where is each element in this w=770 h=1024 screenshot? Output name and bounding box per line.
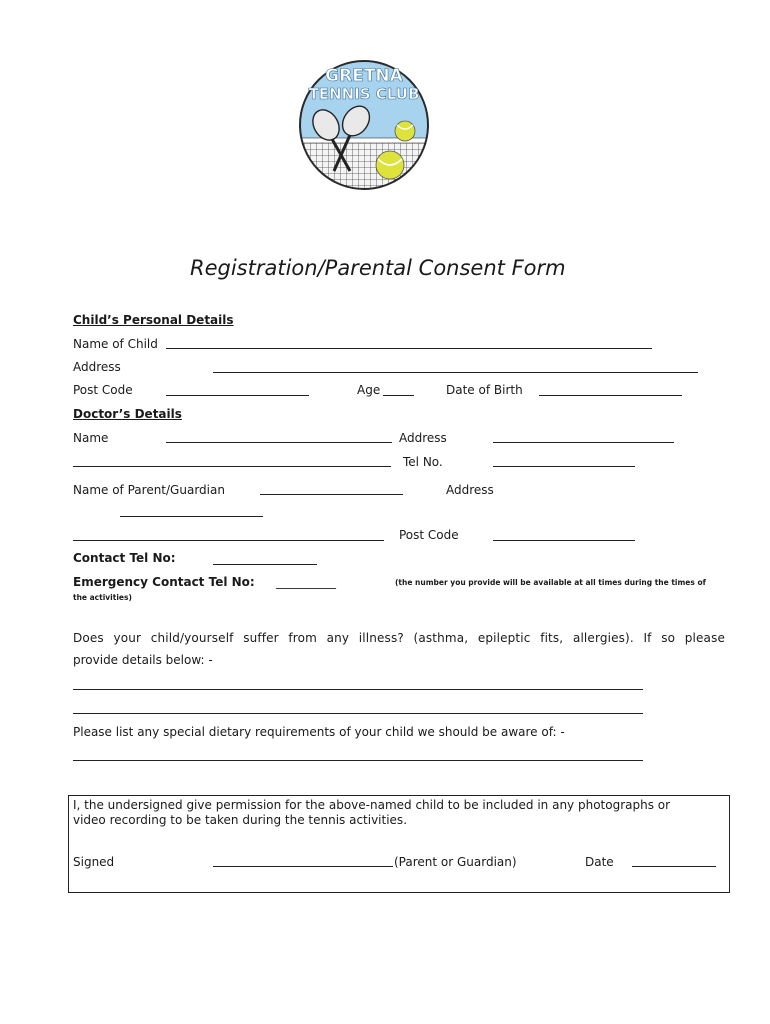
consent-date-label: Date: [585, 855, 614, 869]
illness-details-line1[interactable]: [73, 689, 643, 690]
parent-address-line2-field[interactable]: [73, 540, 384, 541]
consent-text-line1: I, the undersigned give permission for the above-named child to be included in any photographs or: [73, 798, 671, 812]
parent-postcode-field[interactable]: [493, 540, 635, 541]
contact-tel-label: Contact Tel No:: [73, 551, 176, 565]
child-name-field[interactable]: [166, 348, 652, 349]
parent-postcode-label: Post Code: [399, 528, 459, 542]
logo-line1: GRETNA: [325, 66, 403, 86]
child-address-field[interactable]: [213, 372, 698, 373]
form-title: Registration/Parental Consent Form: [190, 256, 566, 280]
emergency-tel-field[interactable]: __________: [276, 575, 336, 589]
dietary-question: Please list any special dietary requirements of your child we should be aware of: -: [73, 725, 565, 739]
doctor-address-field[interactable]: [493, 442, 674, 443]
child-postcode-field[interactable]: [166, 395, 309, 396]
parent-address-line1-field[interactable]: [120, 516, 263, 517]
illness-question-line2: provide details below: -: [73, 653, 213, 667]
parent-name-field[interactable]: [260, 494, 403, 495]
doctor-name-label: Name: [73, 431, 109, 445]
consent-date-field[interactable]: [632, 866, 716, 867]
child-dob-field[interactable]: [539, 395, 682, 396]
signed-label: Signed: [73, 855, 115, 869]
child-address-label: Address: [73, 360, 121, 374]
illness-question-line1: Does your child/yourself suffer from any illness? (asthma, epileptic fits, allergies). If so please: [73, 631, 725, 645]
parent-guardian-label: (Parent or Guardian): [394, 855, 517, 869]
consent-text-line2: video recording to be taken during the tennis activities.: [73, 813, 408, 827]
emergency-note-continued: the activities): [73, 593, 132, 602]
signature-field[interactable]: [213, 866, 393, 867]
child-age-field[interactable]: [383, 395, 414, 396]
contact-tel-field[interactable]: [213, 564, 317, 565]
doctor-tel-label: Tel No.: [403, 455, 443, 469]
child-age-label: Age: [357, 383, 381, 397]
doctor-tel-field[interactable]: [493, 466, 635, 467]
dietary-details-line[interactable]: [73, 760, 643, 761]
child-postcode-label: Post Code: [73, 383, 133, 397]
doctor-name-field[interactable]: [166, 442, 392, 443]
child-name-label: Name of Child: [73, 337, 158, 351]
illness-details-line2[interactable]: [73, 713, 643, 714]
emergency-tel-label: Emergency Contact Tel No:: [73, 575, 255, 589]
doctor-address-line2-field[interactable]: [73, 466, 391, 467]
parent-address-label: Address: [446, 483, 494, 497]
doctor-details-heading: Doctor’s Details: [73, 407, 182, 421]
logo-line2: TENNIS CLUB: [308, 85, 420, 103]
child-details-heading: Child’s Personal Details: [73, 313, 234, 327]
parent-name-label: Name of Parent/Guardian: [73, 483, 225, 497]
club-logo: [298, 53, 430, 197]
doctor-address-label: Address: [399, 431, 447, 445]
child-dob-label: Date of Birth: [446, 383, 523, 397]
emergency-note: (the number you provide will be available at all times during the times of: [395, 578, 706, 587]
